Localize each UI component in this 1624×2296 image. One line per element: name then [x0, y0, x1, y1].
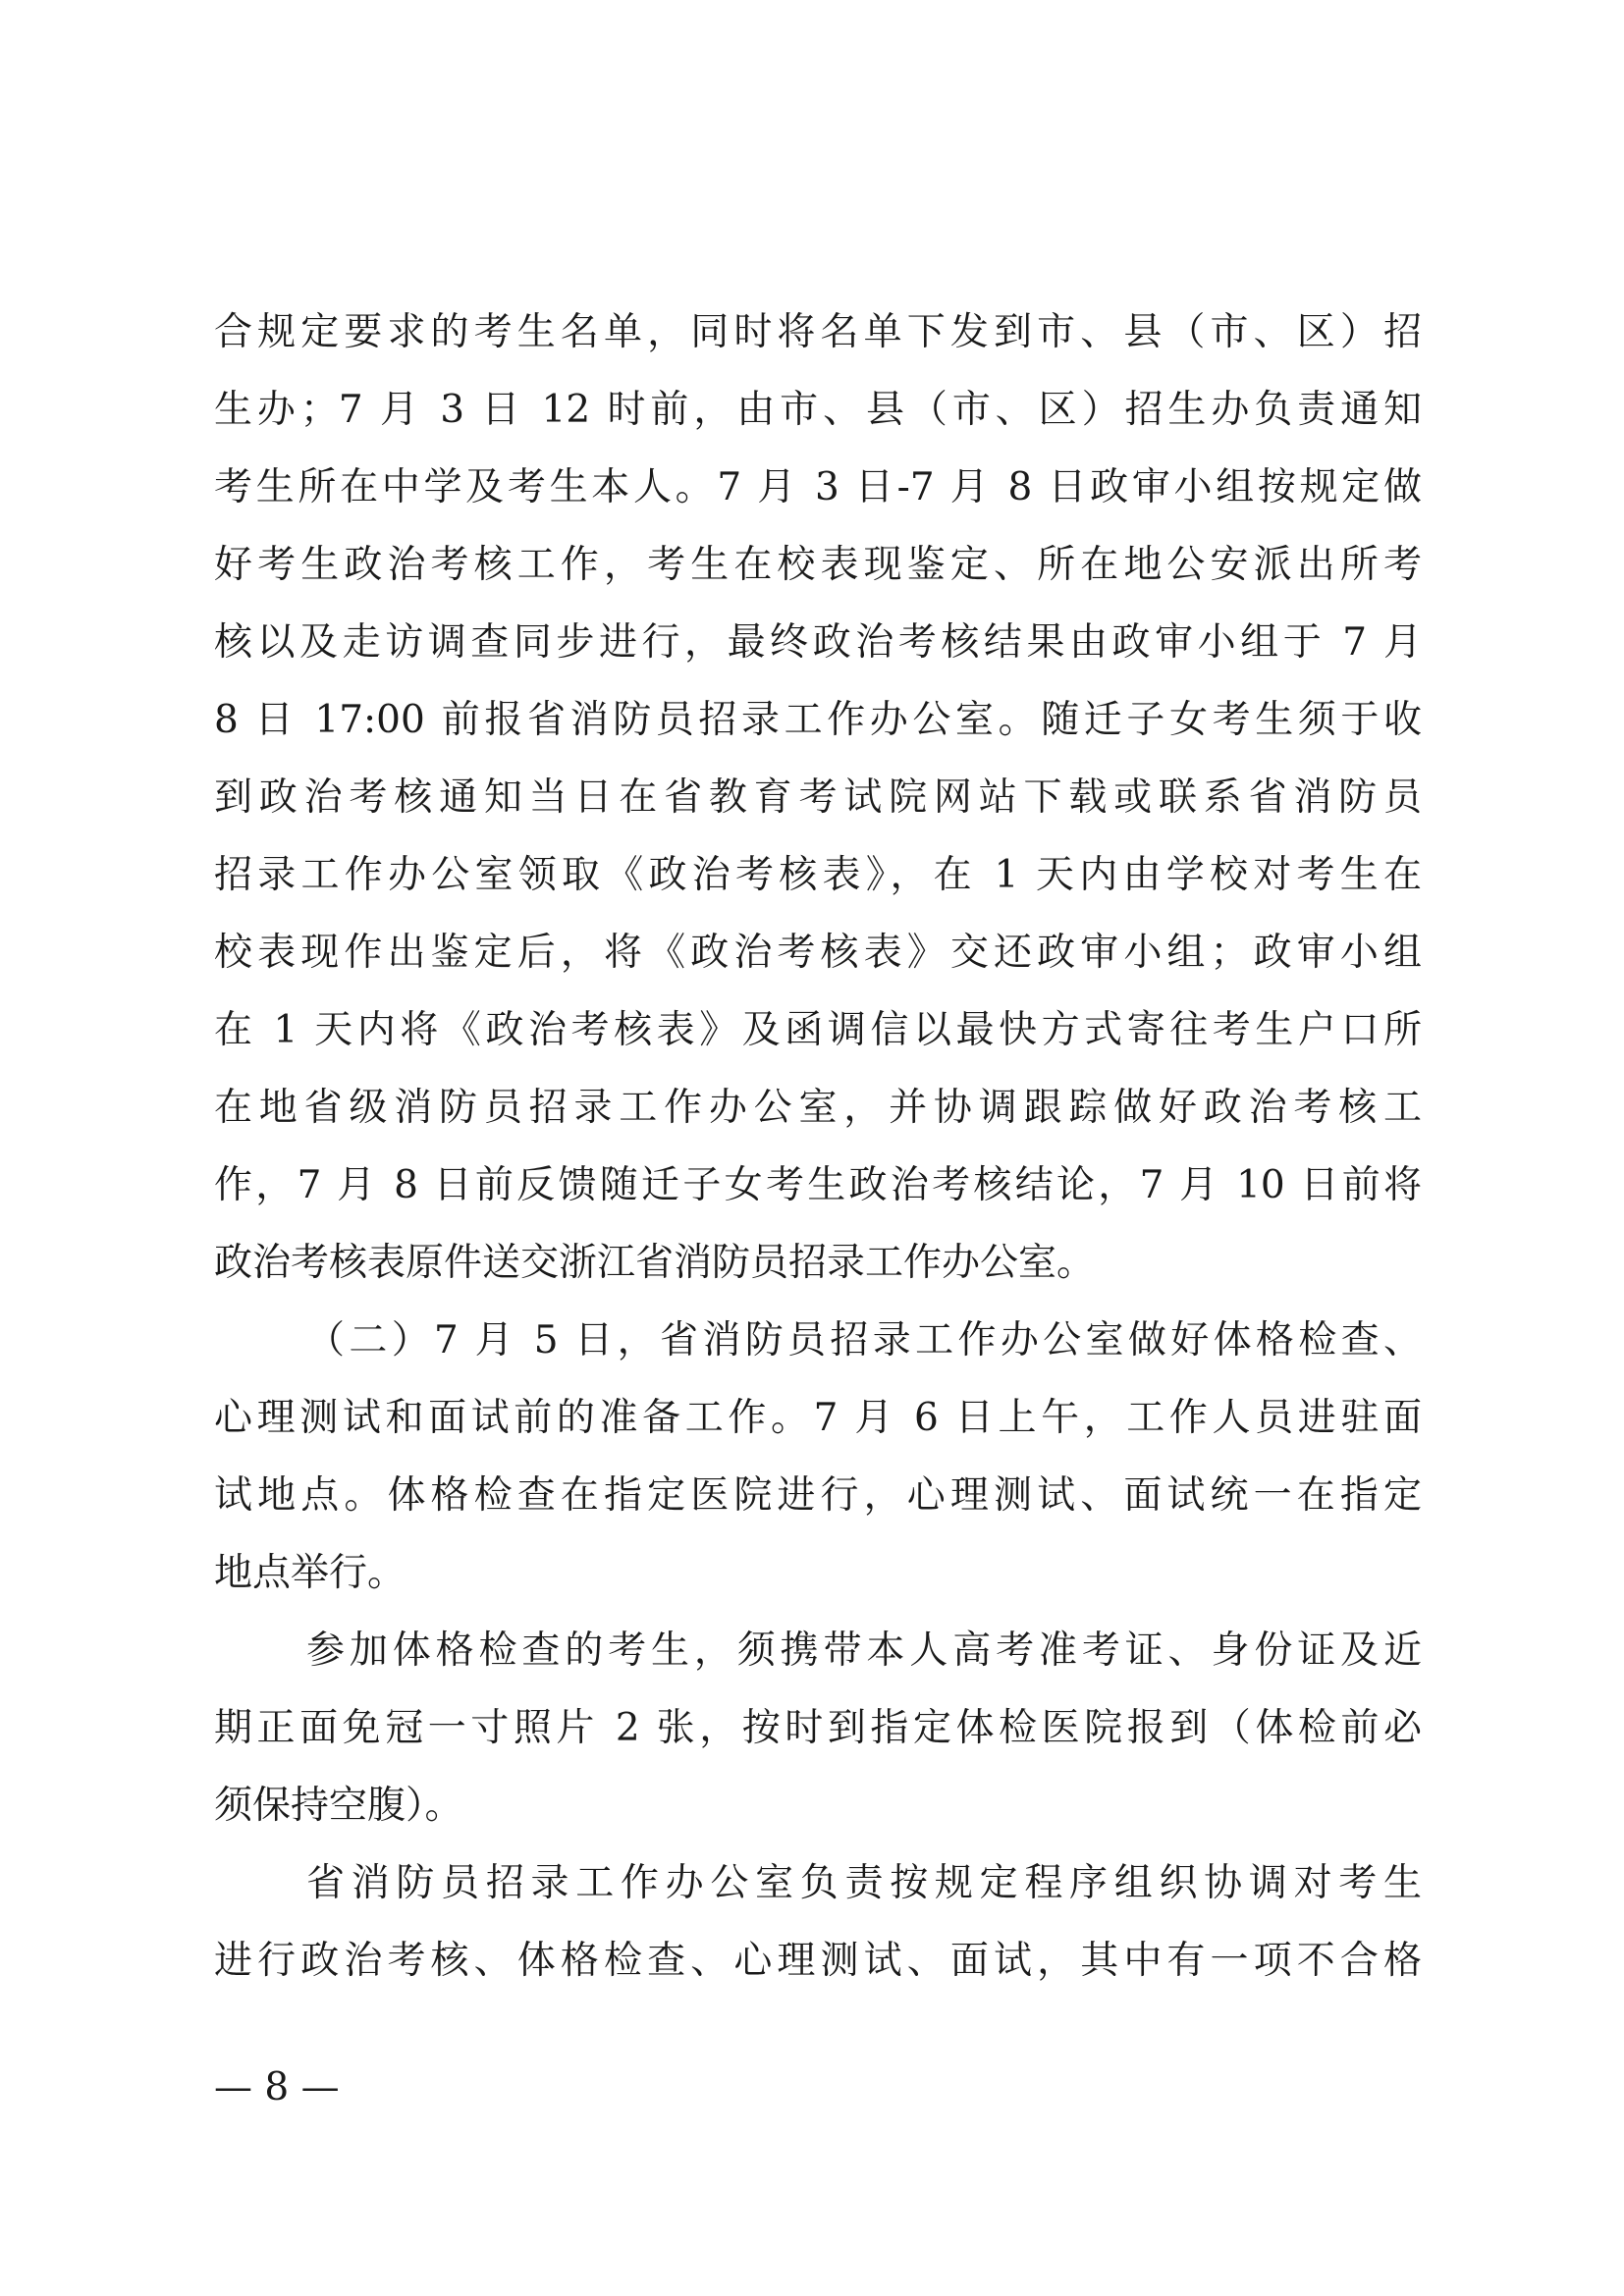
text-line: 作，7 月 8 日前反馈随迁子女考生政治考核结论，7 月 10 日前将 — [214, 1163, 1422, 1207]
text-line: 生办；7 月 3 日 12 时前，由市、县（市、区）招生办负责通知 — [214, 388, 1422, 432]
text-line: 合规定要求的考生名单，同时将名单下发到市、县（市、区）招 — [214, 310, 1422, 354]
text-line: 心理测试和面试前的准备工作。7 月 6 日上午，工作人员进驻面 — [214, 1396, 1422, 1440]
text-line: 进行政治考核、体格检查、心理测试、面试，其中有一项不合格 — [214, 1939, 1422, 1983]
text-line: 期正面免冠一寸照片 2 张，按时到指定体检医院报到（体检前必 — [214, 1706, 1422, 1750]
text-line: 好考生政治考核工作，考生在校表现鉴定、所在地公安派出所考 — [214, 543, 1422, 587]
text-line: 在地省级消防员招录工作办公室，并协调跟踪做好政治考核工 — [214, 1086, 1422, 1130]
text-line: 招录工作办公室领取《政治考核表》，在 1 天内由学校对考生在 — [214, 853, 1422, 897]
text-line: 核以及走访调查同步进行，最终政治考核结果由政审小组于 7 月 — [214, 620, 1422, 665]
text-line: 政治考核表原件送交浙江省消防员招录工作办公室。 — [214, 1241, 1096, 1285]
text-line: 试地点。体格检查在指定医院进行，心理测试、面试统一在指定 — [214, 1473, 1422, 1518]
text-line: 地点举行。 — [214, 1551, 406, 1595]
text-line: 8 日 17:00 前报省消防员招录工作办公室。随迁子女考生须于收 — [214, 698, 1422, 742]
text-line: 校表现作出鉴定后，将《政治考核表》交还政审小组；政审小组 — [214, 931, 1422, 975]
paragraph-first-line: （二）7 月 5 日，省消防员招录工作办公室做好体格检查、 — [306, 1318, 1422, 1362]
text-line: 在 1 天内将《政治考核表》及函调信以最快方式寄往考生户口所 — [214, 1008, 1422, 1052]
paragraph-first-line: 省消防员招录工作办公室负责按规定程序组织协调对考生 — [306, 1861, 1422, 1905]
page-number: — 8 — — [214, 2065, 340, 2109]
text-line: 到政治考核通知当日在省教育考试院网站下载或联系省消防员 — [214, 775, 1422, 820]
text-line: 考生所在中学及考生本人。7 月 3 日-7 月 8 日政审小组按规定做 — [214, 465, 1422, 509]
text-line: 须保持空腹）。 — [214, 1784, 463, 1828]
paragraph-first-line: 参加体格检查的考生，须携带本人高考准考证、身份证及近 — [306, 1629, 1422, 1673]
